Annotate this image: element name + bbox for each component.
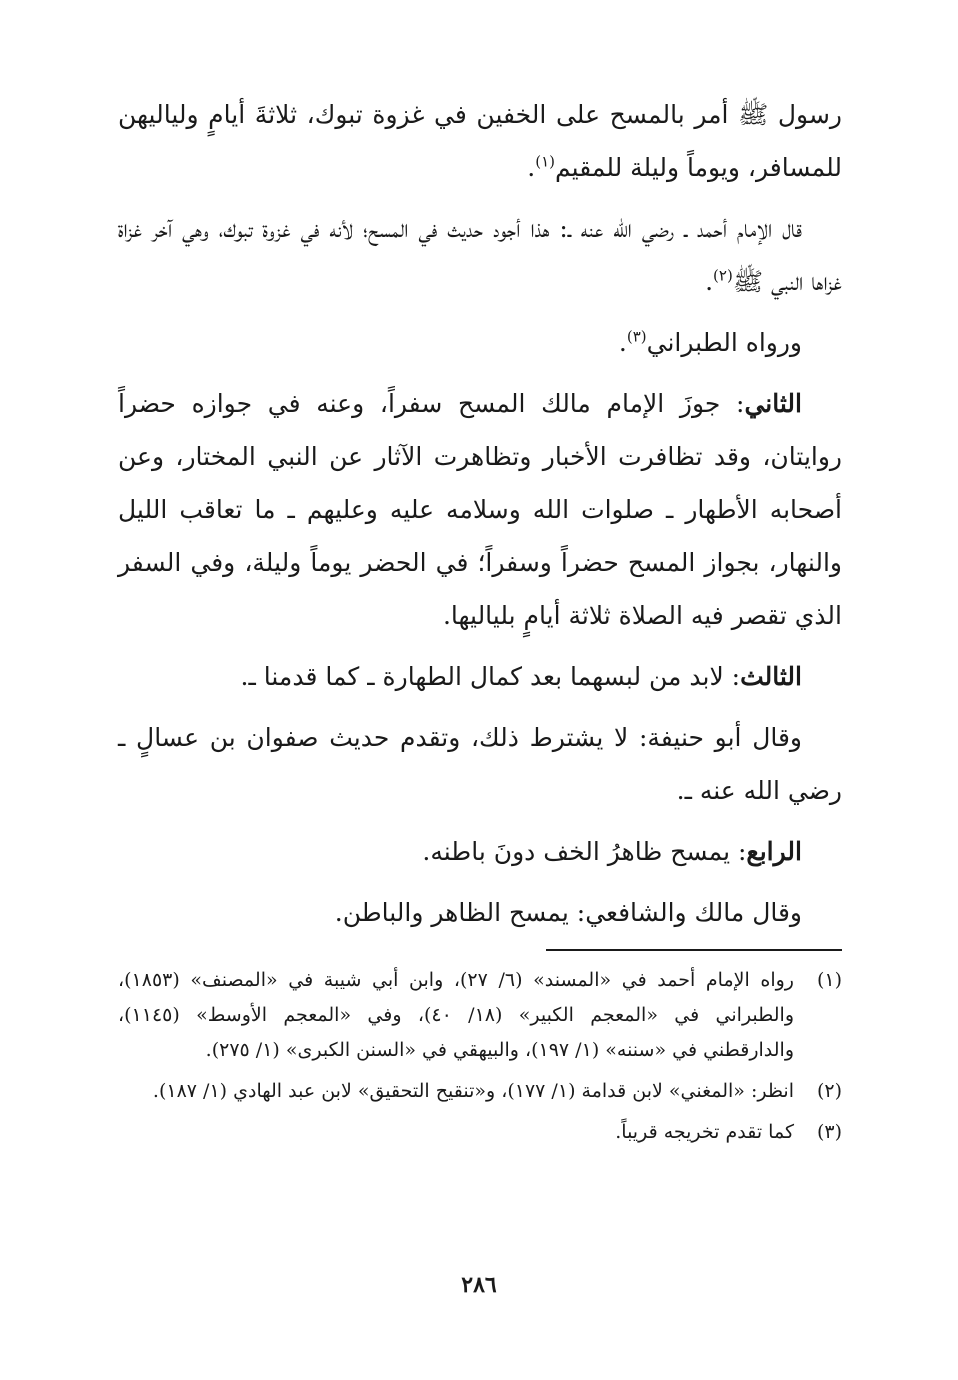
paragraph-3 [118, 316, 842, 369]
paragraph-6 [118, 711, 842, 817]
paragraph-5-text: : لابد من لبسهما بعد كمال الطهارة ـ كما قدمنا ـ. [240, 662, 741, 691]
paragraph-2 [118, 202, 842, 308]
paragraph-3-text: ورواه الطبراني [646, 328, 802, 357]
paragraph-6-text: وقال أبو حنيفة: لا يشترط ذلك، وتقدم حديث صفوان بن عسالٍ ـ رضي الله عنه ـ. [118, 723, 842, 805]
paragraph-1 [118, 88, 842, 194]
paragraph-4-heading: الثاني [744, 389, 802, 418]
footnotes [118, 963, 842, 1150]
paragraph-8 [118, 886, 842, 939]
paragraph-5-heading: الثالث [740, 662, 802, 691]
paragraph-1-end: . [527, 153, 536, 182]
footnote-1-text: رواه الإمام أحمد في «المسند» (٦/ ٢٧)، وابن أبي شيبة في «المصنف» (١٨٥٣)، والطبراني في «المعجم الكبير» (١٨/ ٤٠)، وفي «المعجم الأوسط» (١١٤٥)، والدارقطني في «سننه» (١/ ١٩٧)، والبيهقي في «السنن الكبرى» (١/ ٢٧٥). [118, 969, 794, 1061]
page-number: ٢٨٦ [461, 1272, 497, 1298]
footnote-ref-2[interactable]: (٢) [713, 266, 733, 285]
paragraph-4 [118, 377, 842, 642]
footnote-2 [118, 1074, 842, 1109]
paragraph-2-end: . [705, 267, 714, 296]
paragraph-5 [118, 650, 842, 703]
paragraph-4-text: : جوزَ الإمام مالك المسح سفراً، وعنه في جوازه حضراً روايتان، وقد تظافرت الأخبار وتظاهرت الآثار عن النبي المختار، وعن أصحابه الأطهار ـ صلوات الله وسلامه عليه وعليهم ـ ما تعاقب الليل والنهار، بجواز المسح حضراً وسفراً؛ في الحضر يوماً وليلة، وفي السفر الذي تقصر فيه الصلاة ثلاثة أيامٍ بلياليها. [118, 389, 842, 630]
paragraph-2-text: قال الإمام أحمد ـ رضي الله عنه ـ: هذا أجود حديث في المسح؛ لأنه في غزوة تبوك، وهي آخر غزاة غزاها النبي ﷺ [118, 214, 842, 296]
footnote-2-text: انظر: «المغني» لابن قدامة (١/ ١٧٧)، و«تنقيح التحقيق» لابن عبد الهادي (١/ ١٨٧). [152, 1080, 794, 1102]
footnote-1 [118, 963, 842, 1068]
footnote-separator [546, 949, 842, 951]
footnote-3-text: كما تقدم تخريجه قريباً. [615, 1121, 794, 1143]
paragraph-8-text: وقال مالك والشافعي: يمسح الظاهر والباطن. [334, 898, 802, 927]
footnote-3-number: (٣) [816, 1121, 842, 1143]
footnote-ref-3[interactable]: (٣) [626, 327, 647, 346]
footnote-separator-wrap [118, 949, 842, 951]
footnote-2-number: (٢) [816, 1080, 842, 1102]
paragraph-7-heading: الرابع [746, 837, 802, 866]
paragraph-3-end: . [618, 328, 627, 357]
footnote-ref-1[interactable]: (١) [535, 152, 556, 171]
paragraph-1-text: رسول ﷺ أمر بالمسح على الخفين في غزوة تبوك، ثلاثةَ أيامٍ ولياليهن للمسافر، ويوماً وليلة للمقيم [118, 100, 842, 182]
page-body [118, 88, 842, 1156]
footnote-3 [118, 1115, 842, 1150]
paragraph-7 [118, 825, 842, 878]
paragraph-7-text: : يمسح ظاهرُ الخف دونَ باطنه. [422, 837, 747, 866]
footnote-1-number: (١) [816, 969, 842, 991]
